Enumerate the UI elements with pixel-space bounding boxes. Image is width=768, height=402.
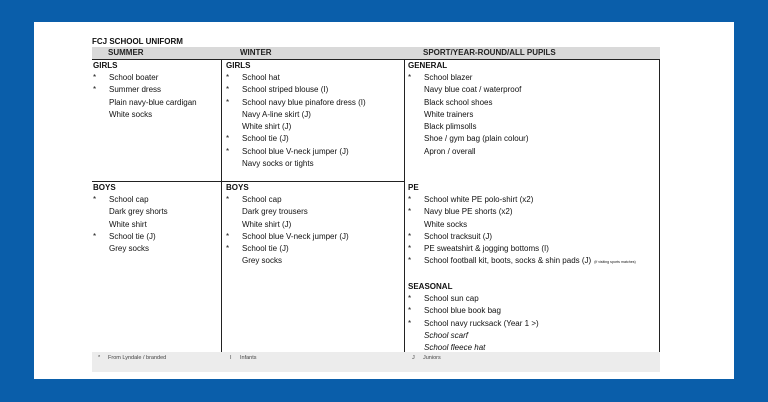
item-text: School navy blue pinafore dress (I) <box>242 97 366 107</box>
item-note: (if visiting sports matches) <box>594 260 636 265</box>
bullet-marker: * <box>226 195 230 204</box>
item-text: Black school shoes <box>424 97 493 107</box>
item-text: Plain navy-blue cardigan <box>109 97 197 107</box>
header-summer: SUMMER <box>108 48 144 57</box>
bullet-marker: * <box>408 318 412 328</box>
header-sport: SPORT/YEAR-ROUND/ALL PUPILS <box>423 48 556 57</box>
summer-girls-section <box>93 60 219 121</box>
item-text: School boater <box>109 73 159 82</box>
item-text: Black plimsolls <box>424 122 477 132</box>
legend-text: From Lyndale / branded <box>108 355 167 361</box>
bullet-marker: * <box>408 244 412 254</box>
list-item <box>93 243 219 255</box>
item-text: Navy A-line skirt (J) <box>242 109 311 119</box>
section-heading: BOYS <box>93 183 116 192</box>
item-text: School blue V-neck jumper (J) <box>242 231 349 241</box>
header-winter: WINTER <box>240 48 272 57</box>
pe-section <box>408 182 658 268</box>
item-text: White shirt (J) <box>242 219 292 229</box>
item-text: School striped blouse (I) <box>242 85 329 95</box>
winter-girls-section <box>226 60 402 170</box>
item-text: School cap <box>242 195 282 204</box>
item-text: Navy blue coat / waterproof <box>424 85 522 95</box>
item-text: Grey socks <box>109 244 150 254</box>
bullet-marker: * <box>93 73 97 82</box>
list-item <box>93 72 219 84</box>
bullet-marker: * <box>93 195 97 204</box>
list-item <box>93 219 219 231</box>
item-text: Grey socks <box>242 256 283 266</box>
item-text: Shoe / gym bag (plain colour) <box>424 134 529 144</box>
bullet-marker: * <box>408 195 412 204</box>
document-title: FCJ SCHOOL UNIFORM <box>92 37 183 46</box>
list-item <box>93 194 219 206</box>
list-item <box>226 231 402 243</box>
section-heading: GIRLS <box>93 61 118 70</box>
item-text: Apron / overall <box>424 146 476 156</box>
bullet-marker: * <box>408 73 412 82</box>
list-item <box>226 97 402 109</box>
list-item <box>408 84 658 96</box>
list-item <box>408 219 658 231</box>
item-text: School white PE polo-shirt (x2) <box>424 195 534 204</box>
item-text: White trainers <box>424 109 474 119</box>
legend-symbol: I <box>230 355 232 361</box>
section-heading: BOYS <box>226 183 249 192</box>
bullet-marker: * <box>226 134 230 144</box>
bullet-marker: * <box>408 231 412 241</box>
list-item <box>408 194 658 206</box>
bullet-marker: * <box>408 294 412 303</box>
column-header-bar <box>92 47 660 59</box>
list-item <box>226 255 402 267</box>
bullet-marker: * <box>226 73 230 82</box>
legend-text: Infants <box>240 355 257 361</box>
bullet-marker: * <box>408 207 412 217</box>
list-item <box>408 231 658 243</box>
bullet-marker: * <box>226 97 230 107</box>
item-text: School blazer <box>424 73 473 82</box>
item-text: Navy socks or tights <box>242 159 314 169</box>
list-item <box>408 293 658 305</box>
column-divider <box>221 59 222 352</box>
bullet-marker: * <box>408 306 412 316</box>
item-text: School navy rucksack (Year 1 >) <box>424 318 539 328</box>
item-text: White socks <box>109 109 153 119</box>
general-section <box>408 60 658 158</box>
list-item <box>226 194 402 206</box>
list-item <box>408 146 658 158</box>
item-text: School cap <box>109 195 149 204</box>
legend-symbol: J <box>412 355 415 361</box>
list-item <box>408 97 658 109</box>
list-item <box>408 330 658 342</box>
item-text: School fleece hat <box>424 343 486 353</box>
section-heading: GENERAL <box>408 61 448 70</box>
list-item <box>408 72 658 84</box>
list-item <box>226 219 402 231</box>
list-item <box>408 255 658 267</box>
list-item <box>93 231 219 243</box>
item-text: White shirt (J) <box>242 122 292 132</box>
list-item <box>93 206 219 218</box>
section-heading: GIRLS <box>226 61 251 70</box>
bullet-marker: * <box>408 256 412 266</box>
item-text: School football kit, boots, socks & shin pads (J) <box>424 256 592 266</box>
list-item <box>408 318 658 330</box>
list-item <box>408 305 658 317</box>
list-item <box>226 109 402 121</box>
item-text: White shirt <box>109 219 147 229</box>
list-item <box>408 206 658 218</box>
legend-bar <box>92 352 660 372</box>
list-item <box>226 72 402 84</box>
section-heading: PE <box>408 183 419 192</box>
list-item <box>93 109 219 121</box>
bullet-marker: * <box>226 85 230 95</box>
item-text: PE sweatshirt & jogging bottoms (I) <box>424 244 549 254</box>
bullet-marker: * <box>93 85 97 95</box>
summer-boys-section <box>93 182 219 255</box>
list-item <box>226 243 402 255</box>
item-text: School tracksuit (J) <box>424 231 493 241</box>
list-item <box>408 243 658 255</box>
item-text: School tie (J) <box>242 244 289 254</box>
item-text: Navy blue PE shorts (x2) <box>424 207 513 217</box>
list-item <box>408 121 658 133</box>
legend-symbol: * <box>98 355 101 361</box>
table-right-border <box>659 59 660 352</box>
list-item <box>226 146 402 158</box>
section-heading: SEASONAL <box>408 282 453 291</box>
item-text: School sun cap <box>424 294 479 303</box>
item-text: School tie (J) <box>242 134 289 144</box>
list-item <box>226 84 402 96</box>
item-text: School tie (J) <box>109 231 156 241</box>
bullet-marker: * <box>226 244 230 254</box>
item-text: Dark grey shorts <box>109 207 168 217</box>
winter-boys-section <box>226 182 402 268</box>
bullet-marker: * <box>226 231 230 241</box>
item-text: Dark grey trousers <box>242 207 308 217</box>
item-text: School scarf <box>424 330 469 340</box>
item-text: White socks <box>424 219 468 229</box>
item-text: School blue V-neck jumper (J) <box>242 146 349 156</box>
bullet-marker: * <box>226 146 230 156</box>
list-item <box>93 97 219 109</box>
list-item <box>226 206 402 218</box>
item-text: School blue book bag <box>424 306 501 316</box>
column-divider <box>404 59 405 352</box>
bullet-marker: * <box>93 231 97 241</box>
list-item <box>226 121 402 133</box>
list-item <box>408 109 658 121</box>
item-text: Summer dress <box>109 85 162 95</box>
list-item <box>226 158 402 170</box>
list-item <box>93 84 219 96</box>
legend-text: Juniors <box>423 355 441 361</box>
seasonal-section <box>408 281 658 354</box>
list-item <box>226 133 402 145</box>
list-item <box>408 133 658 145</box>
item-text: School hat <box>242 73 280 82</box>
